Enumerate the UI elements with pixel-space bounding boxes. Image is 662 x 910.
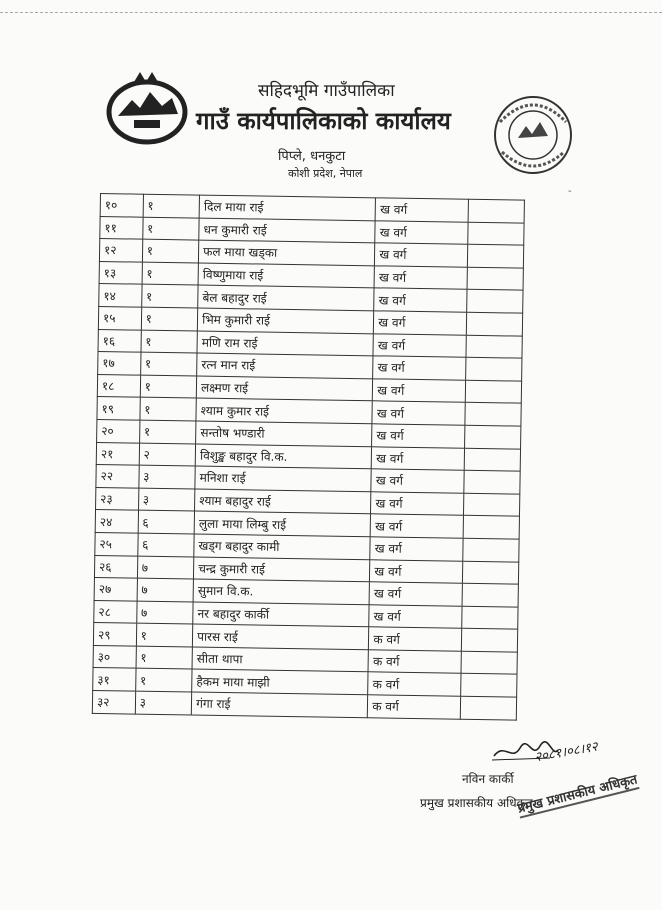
class-cell: ख वर्ग — [369, 582, 462, 606]
class-cell: ख वर्ग — [373, 356, 466, 380]
serial-number-cell: १९ — [97, 397, 140, 420]
class-cell: ख वर्ग — [374, 288, 467, 312]
office-location: पिप्ले, धनकुटा — [278, 149, 346, 164]
ward-number-cell: ७ — [137, 556, 194, 579]
class-cell: ख वर्ग — [374, 266, 467, 290]
serial-number-cell: १० — [100, 194, 143, 217]
ward-number-cell: १ — [141, 285, 198, 308]
class-cell: ख वर्ग — [371, 492, 464, 516]
ward-number-cell: १ — [140, 397, 197, 420]
serial-number-cell: २४ — [95, 510, 138, 533]
name-cell: रत्न मान राई — [197, 353, 374, 378]
ward-number-cell: १ — [140, 375, 197, 398]
remarks-cell — [463, 561, 519, 584]
ward-number-cell: ३ — [138, 488, 195, 511]
remarks-cell — [467, 267, 523, 290]
class-cell: ख वर्ग — [375, 243, 468, 267]
class-cell: ख वर्ग — [370, 537, 463, 561]
ward-number-cell: ७ — [137, 578, 194, 601]
remarks-cell — [468, 222, 524, 245]
name-cell: दिल माया राई — [199, 195, 376, 220]
beneficiary-table — [92, 193, 525, 720]
remarks-cell — [467, 290, 523, 313]
ward-number-cell: १ — [139, 420, 196, 443]
class-cell: ख वर्ग — [374, 311, 467, 335]
class-cell: ख वर्ग — [375, 220, 468, 244]
ward-number-cell: ३ — [139, 465, 196, 488]
name-cell: श्याम बहादुर राई — [195, 489, 372, 514]
name-cell: श्याम कुमार राई — [196, 398, 373, 423]
ward-number-cell: ३ — [135, 691, 192, 714]
serial-number-cell: १६ — [98, 329, 141, 352]
letterhead — [0, 0, 662, 197]
remarks-cell — [462, 606, 518, 629]
name-cell: सीता थापा — [192, 647, 369, 672]
name-cell: बेल बहादुर राई — [198, 285, 375, 310]
class-cell: ख वर्ग — [375, 198, 468, 222]
ward-number-cell: १ — [143, 194, 200, 217]
nepal-emblem-logo — [104, 64, 190, 150]
serial-number-cell: २९ — [93, 623, 136, 646]
ward-number-cell: ६ — [138, 510, 195, 533]
name-cell: मनिशा राई — [195, 466, 372, 491]
name-cell: नर बहादुर कार्की — [193, 602, 370, 627]
remarks-cell — [460, 696, 516, 719]
ward-number-cell: १ — [140, 352, 197, 375]
ward-number-cell: १ — [142, 239, 199, 262]
serial-number-cell: १४ — [99, 284, 142, 307]
class-cell: क वर्ग — [368, 672, 461, 696]
remarks-cell — [466, 357, 522, 380]
remarks-cell — [466, 312, 522, 335]
designation-stamp: प्रमुख प्रशासकीय अधिकृत — [515, 769, 639, 818]
office-round-stamp — [490, 92, 576, 178]
class-cell: क वर्ग — [368, 695, 461, 719]
class-cell: ख वर्ग — [373, 379, 466, 403]
class-cell: क वर्ग — [368, 650, 461, 674]
name-cell: लक्ष्मण राई — [196, 376, 373, 401]
remarks-cell — [463, 538, 519, 561]
serial-number-cell: २१ — [96, 442, 139, 465]
signature-date: २०८१।०८।१२ — [533, 739, 600, 766]
ward-number-cell: २ — [139, 443, 196, 466]
remarks-cell — [463, 516, 519, 539]
signer-designation: प्रमुख प्रशासकीय अधिकृत — [420, 796, 533, 810]
serial-number-cell: १५ — [98, 306, 141, 329]
remarks-cell — [462, 583, 518, 606]
remarks-cell — [461, 674, 517, 697]
remarks-cell — [466, 335, 522, 358]
ward-number-cell: १ — [136, 623, 193, 646]
name-cell: विष्णुमाया राई — [198, 263, 375, 288]
remarks-cell — [465, 425, 521, 448]
serial-number-cell: २७ — [94, 578, 137, 601]
remarks-cell — [464, 448, 520, 471]
office-title: गाउँ कार्यपालिकाको कार्यालय — [196, 107, 451, 135]
class-cell: क वर्ग — [369, 627, 462, 651]
corner-mark: - — [568, 186, 572, 197]
ward-number-cell: ६ — [137, 533, 194, 556]
ward-number-cell: १ — [141, 330, 198, 353]
ward-number-cell: ७ — [136, 601, 193, 624]
name-cell: मणि राम राई — [197, 331, 374, 356]
name-cell: लुला माया लिम्बु राई — [194, 511, 371, 536]
ward-number-cell: १ — [141, 307, 198, 330]
serial-number-cell: ३० — [93, 645, 136, 668]
class-cell: ख वर्ग — [373, 333, 466, 357]
remarks-cell — [464, 470, 520, 493]
name-cell: फल माया खड्का — [199, 240, 376, 265]
ward-number-cell: १ — [142, 217, 199, 240]
remarks-cell — [461, 651, 517, 674]
name-cell: हैकम माया माझी — [192, 669, 369, 694]
signer-name: नविन कार्की — [462, 772, 514, 786]
serial-number-cell: १७ — [98, 352, 141, 375]
class-cell: ख वर्ग — [369, 604, 462, 628]
class-cell: ख वर्ग — [370, 559, 463, 583]
ward-number-cell: १ — [135, 669, 192, 692]
name-cell: गंगा राई — [191, 692, 368, 717]
serial-number-cell: २५ — [95, 532, 138, 555]
class-cell: ख वर्ग — [370, 514, 463, 538]
serial-number-cell: २६ — [94, 555, 137, 578]
serial-number-cell: २८ — [94, 600, 137, 623]
serial-number-cell: २३ — [96, 487, 139, 510]
name-cell: विशुङ्ख बहादुर वि.क. — [195, 444, 372, 469]
class-cell: ख वर्ग — [372, 424, 465, 448]
remarks-cell — [468, 199, 524, 222]
serial-number-cell: १२ — [99, 239, 142, 262]
name-cell: चन्द्र कुमारी राई — [194, 557, 371, 582]
serial-number-cell: २२ — [96, 465, 139, 488]
province-country: कोशी प्रदेश, नेपाल — [288, 167, 363, 180]
name-cell: खड्ग बहादुर कामी — [194, 534, 371, 559]
remarks-cell — [468, 244, 524, 267]
ward-number-cell: १ — [136, 646, 193, 669]
ward-number-cell: १ — [142, 262, 199, 285]
name-cell: भिम कुमारी राई — [197, 308, 374, 333]
serial-number-cell: ३२ — [92, 691, 135, 714]
remarks-cell — [465, 380, 521, 403]
name-cell: सन्तोष भण्डारी — [196, 421, 373, 446]
remarks-cell — [465, 403, 521, 426]
remarks-cell — [461, 629, 517, 652]
serial-number-cell: १३ — [99, 261, 142, 284]
serial-number-cell: ३१ — [93, 668, 136, 691]
class-cell: ख वर्ग — [372, 446, 465, 470]
name-cell: पारस राई — [193, 624, 370, 649]
serial-number-cell: २० — [97, 419, 140, 442]
name-cell: धन कुमारी राई — [199, 218, 376, 243]
remarks-cell — [464, 493, 520, 516]
serial-number-cell: ११ — [100, 216, 143, 239]
class-cell: ख वर्ग — [371, 469, 464, 493]
serial-number-cell: १८ — [97, 374, 140, 397]
municipality-name: सहिदभूमि गाउँपालिका — [258, 81, 395, 101]
class-cell: ख वर्ग — [372, 401, 465, 425]
name-cell: सुमान वि.क. — [193, 579, 370, 604]
